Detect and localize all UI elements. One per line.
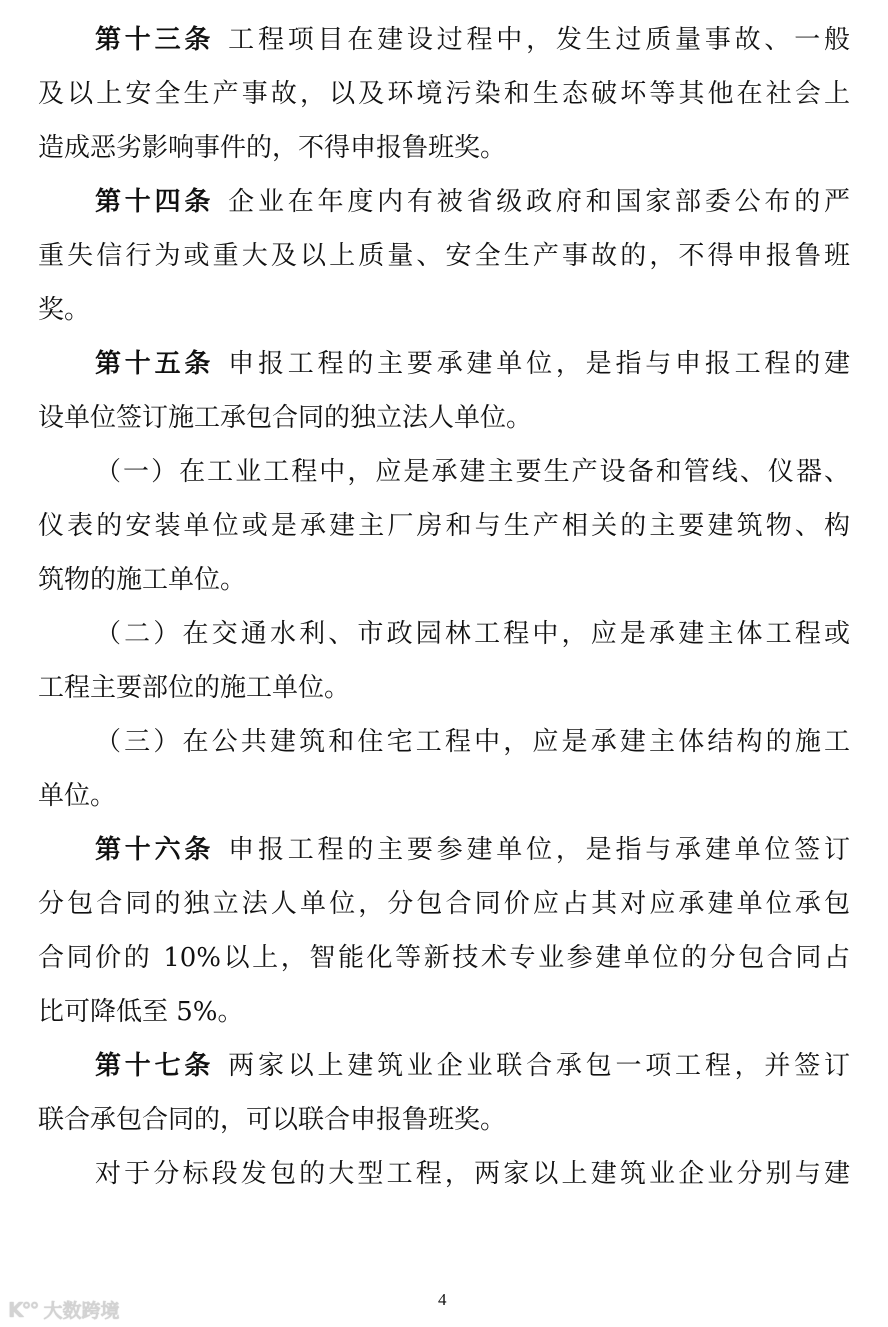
text-line: 仪表的安装单位或是承建主厂房和与生产相关的主要建筑物、构 (38, 511, 850, 541)
line-text: 申报工程的主要参建单位，是指与承建单位签订 (228, 835, 850, 865)
text-line: 对于分标段发包的大型工程，两家以上建筑业企业分别与建 (95, 1159, 850, 1189)
clause-1 (38, 445, 850, 607)
text-line: （三）在公共建筑和住宅工程中，应是承建主体结构的施工 (95, 727, 850, 757)
text-line: 筑物的施工单位。 (38, 565, 247, 595)
line-text: 申报工程的主要承建单位，是指与申报工程的建 (228, 349, 850, 379)
text-line (38, 1039, 850, 1093)
text-line: 及以上安全生产事故，以及环境污染和生态破坏等其他在社会上 (38, 79, 850, 109)
text-line: 分包合同的独立法人单位，分包合同价应占其对应承建单位承包 (38, 889, 850, 919)
clause-3 (38, 715, 850, 823)
text-line: 比可降低至 5%。 (38, 997, 244, 1027)
page-number: 4 (438, 1290, 447, 1309)
line-text: 企业在年度内有被省级政府和国家部委公布的严 (228, 187, 850, 217)
document-body (38, 13, 850, 1201)
text-line: 单位。 (38, 781, 117, 811)
article-13 (38, 13, 850, 175)
text-line (38, 337, 850, 391)
article-heading: 第十四条 (95, 187, 215, 217)
article-14 (38, 175, 850, 337)
text-line: 奖。 (38, 295, 91, 325)
watermark (8, 1296, 120, 1323)
text-line (38, 13, 850, 67)
text-line: （二）在交通水利、市政园林工程中，应是承建主体工程或 (95, 619, 850, 649)
text-line (38, 175, 850, 229)
article-heading: 第十七条 (95, 1051, 215, 1081)
article-heading: 第十六条 (95, 835, 215, 865)
clause-2 (38, 607, 850, 715)
article-17 (38, 1039, 850, 1147)
line-text: 两家以上建筑业企业联合承包一项工程，并签订 (228, 1051, 850, 1081)
watermark-text: 大数跨境 (43, 1300, 120, 1322)
text-line: 设单位签订施工承包合同的独立法人单位。 (38, 403, 533, 433)
text-line: 联合承包合同的，可以联合申报鲁班奖。 (38, 1105, 507, 1135)
paragraph-continuation (38, 1147, 850, 1201)
article-15 (38, 337, 850, 445)
text-line: 工程主要部位的施工单位。 (38, 673, 351, 703)
article-16 (38, 823, 850, 1039)
text-line: 造成恶劣影响事件的，不得申报鲁班奖。 (38, 133, 507, 163)
text-line: 合同价的 10%以上，智能化等新技术专业参建单位的分包合同占 (38, 943, 850, 973)
article-heading: 第十五条 (95, 349, 215, 379)
text-line: 重失信行为或重大及以上质量、安全生产事故的，不得申报鲁班 (38, 241, 850, 271)
text-line: （一）在工业工程中，应是承建主要生产设备和管线、仪器、 (95, 457, 850, 487)
article-heading: 第十三条 (95, 25, 215, 55)
text-line (38, 823, 850, 877)
line-text: 工程项目在建设过程中，发生过质量事故、一般 (228, 25, 850, 55)
watermark-logo-icon: K°° (8, 1297, 38, 1322)
